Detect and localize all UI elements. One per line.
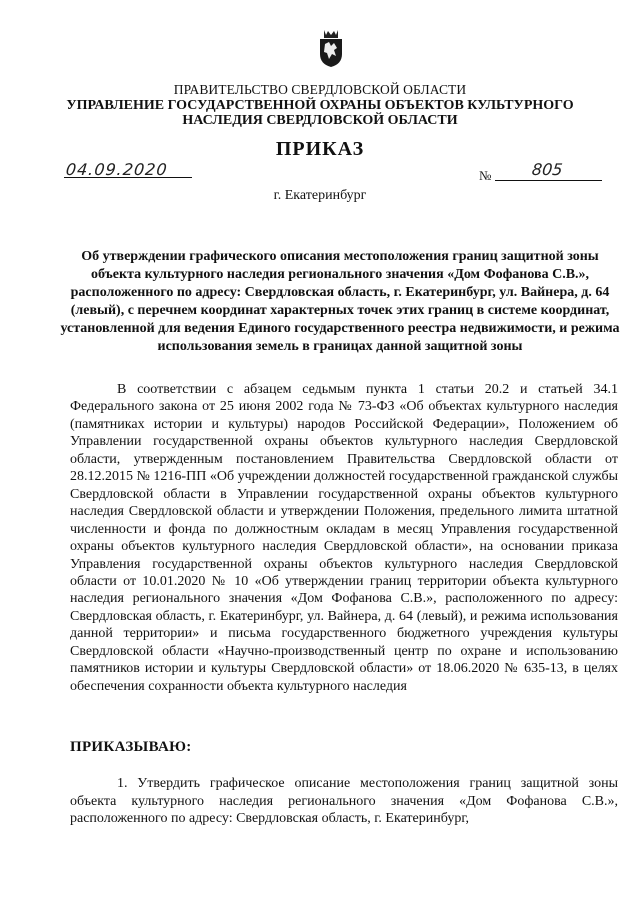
- document-title: ПРИКАЗ: [275, 138, 365, 160]
- number-underline: [495, 180, 602, 181]
- order-heading: ПРИКАЗЫВАЮ:: [70, 739, 192, 755]
- coat-of-arms-icon: [316, 26, 346, 68]
- order-subject: Об утверждении графического описания местоположения границ защитной зоны объекта культурного наследия регионального значения «Дом Фофанова С.В.», расположенного по адресу: Свердловская область, г. Екатеринбург, ул. Вайнера, д. 64 (левый), с перечнем координат характерных точек этих границ в системе координат, установленной для ведения Единого государственного реестра недвижимости, и режима использования земель в границах данной защитной зоны: [60, 249, 620, 354]
- date-underline: [64, 177, 192, 178]
- government-name: ПРАВИТЕЛЬСТВО СВЕРДЛОВСКОЙ ОБЛАСТИ: [173, 82, 467, 97]
- city: г. Екатеринбург: [273, 188, 367, 203]
- order-number: 805: [531, 160, 564, 179]
- item-1-paragraph: 1. Утвердить графическое описание местоположения границ защитной зоны объекта культурного наследия регионального значения «Дом Фофанова С.В.», расположенного по адресу: Свердловская область, г. Екатеринбург,: [70, 776, 618, 827]
- department-name: УПРАВЛЕНИЕ ГОСУДАРСТВЕННОЙ ОХРАНЫ ОБЪЕКТОВ КУЛЬТУРНОГО НАСЛЕДИЯ СВЕРДЛОВСКОЙ ОБЛАСТИ: [66, 98, 574, 128]
- order-date: 04.09.2020: [65, 160, 169, 179]
- number-label: №: [479, 168, 492, 183]
- preamble-paragraph: В соответствии с абзацем седьмым пункта 1 статьи 20.2 и статьей 34.1 Федерального закона от 25 июня 2002 года № 73-ФЗ «Об объектах культурного наследия (памятниках истории и культуры) народов Российской Федерации», Положением об Управлении государственной охраны объектов культурного наследия Свердловской области, утвержденным постановлением Правительства Свердловской области от 28.12.2015 № 1216-ПП «Об учреждении должностей государственной гражданской службы Свердловской области в Управлении государственной охраны объектов культурного наследия Свердловской области и утверждении Положения, предельного лимита штатной численности и фонда по должностным окладам в месяц Управления государственной охраны объектов культурного наследия Свердловской области», на основании приказа Управления государственной охраны объектов культурного наследия Свердловской области от 10.01.2020 № 10 «Об утверждении границ территории объекта культурного наследия регионального значения «Дом Фофанова С.В.», расположенного по адресу: Свердловская область, г. Екатеринбург, ул. Вайнера, д. 64 (левый), и режима использования данной территории» и письма государственного бюджетного учреждения культуры Свердловской области «Научно-производственный центр по охране и использованию памятников истории и культуры Свердловской области» от 18.06.2020 № 635-13, в целях обеспечения сохранности объекта культурного наследия: [70, 382, 618, 694]
